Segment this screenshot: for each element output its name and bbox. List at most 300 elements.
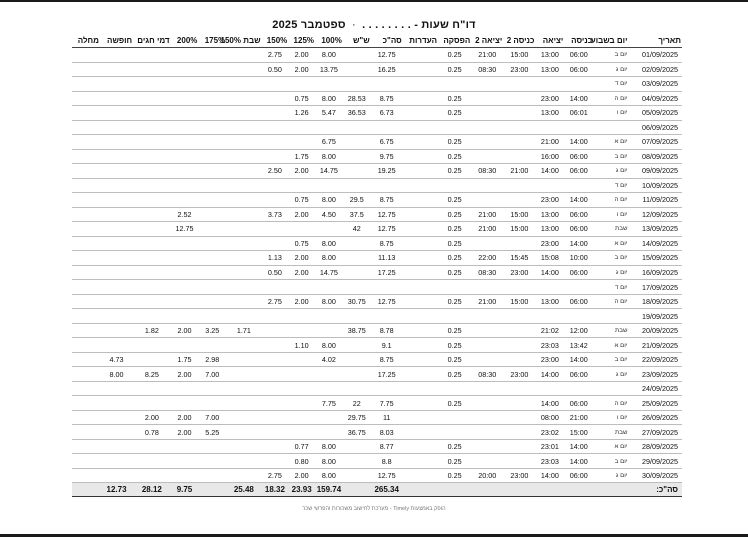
table-cell: 23:00 — [503, 265, 535, 280]
weekday-cell: יום ו — [593, 410, 628, 425]
date-cell: 04/09/2025 — [629, 91, 683, 106]
table-cell — [288, 396, 315, 411]
date-cell: 23/09/2025 — [629, 367, 683, 382]
table-cell: 0.75 — [288, 193, 315, 208]
table-row — [72, 309, 682, 324]
table-cell — [171, 178, 199, 193]
table-cell: 13:00 — [535, 106, 564, 121]
table-cell — [72, 236, 100, 251]
table-row — [72, 323, 682, 338]
table-cell — [343, 251, 371, 266]
table-cell: 12.75 — [371, 222, 403, 237]
table-cell — [72, 338, 100, 353]
table-cell — [198, 222, 226, 237]
table-cell: 2.75 — [262, 48, 289, 63]
table-cell: 14:00 — [535, 396, 564, 411]
table-cell: 21:00 — [471, 207, 503, 222]
table-cell: 13.75 — [315, 62, 343, 77]
table-cell — [403, 222, 438, 237]
table-cell: 1.75 — [288, 149, 315, 164]
table-cell — [535, 178, 564, 193]
table-cell: 13:00 — [535, 62, 564, 77]
weekday-cell: יום ב — [593, 352, 628, 367]
table-cell — [100, 164, 133, 179]
weekday-cell: יום א — [593, 439, 628, 454]
table-cell — [343, 164, 371, 179]
table-cell — [535, 280, 564, 295]
table-cell: 8.75 — [371, 193, 403, 208]
weekday-cell: יום ד — [593, 178, 628, 193]
table-cell: 13:00 — [535, 207, 564, 222]
table-cell — [72, 149, 100, 164]
table-cell — [133, 280, 170, 295]
table-cell: 4.50 — [315, 207, 343, 222]
table-cell — [100, 193, 133, 208]
table-cell — [171, 468, 199, 483]
table-cell: 12.75 — [371, 207, 403, 222]
table-cell — [100, 48, 133, 63]
table-cell — [100, 178, 133, 193]
table-cell: 1.10 — [288, 338, 315, 353]
table-cell — [403, 468, 438, 483]
table-cell — [403, 280, 438, 295]
table-cell — [226, 236, 261, 251]
table-cell — [171, 251, 199, 266]
table-cell — [100, 381, 133, 396]
table-cell: 8.75 — [371, 91, 403, 106]
date-cell: 03/09/2025 — [629, 77, 683, 92]
table-cell — [133, 178, 170, 193]
table-cell — [471, 77, 503, 92]
table-cell: 0.25 — [438, 468, 471, 483]
total-cell — [535, 483, 564, 497]
table-cell — [471, 178, 503, 193]
table-cell — [100, 425, 133, 440]
table-cell — [226, 425, 261, 440]
table-cell: 42 — [343, 222, 371, 237]
table-cell — [226, 381, 261, 396]
table-cell — [226, 193, 261, 208]
table-cell: 21:00 — [564, 410, 593, 425]
table-cell: 1.26 — [288, 106, 315, 121]
table-cell — [72, 178, 100, 193]
date-cell: 09/09/2025 — [629, 164, 683, 179]
table-cell — [315, 77, 343, 92]
table-cell — [100, 309, 133, 324]
table-cell — [315, 309, 343, 324]
table-cell — [133, 135, 170, 150]
table-cell — [226, 294, 261, 309]
table-cell — [403, 454, 438, 469]
table-cell — [72, 439, 100, 454]
date-cell: 29/09/2025 — [629, 454, 683, 469]
table-cell — [438, 410, 471, 425]
table-cell — [133, 251, 170, 266]
table-cell — [133, 309, 170, 324]
table-cell: 6.73 — [371, 106, 403, 121]
table-row — [72, 48, 682, 63]
table-cell: 0.25 — [438, 396, 471, 411]
table-cell: 28.53 — [343, 91, 371, 106]
table-cell — [72, 352, 100, 367]
table-cell: 0.75 — [288, 91, 315, 106]
weekday-cell: יום ה — [593, 91, 628, 106]
table-cell — [503, 149, 535, 164]
table-cell: 8.03 — [371, 425, 403, 440]
table-cell — [198, 164, 226, 179]
table-cell: 8.00 — [315, 193, 343, 208]
column-header: 200% — [171, 34, 199, 48]
date-cell: 01/09/2025 — [629, 48, 683, 63]
table-cell: 14:00 — [564, 91, 593, 106]
weekday-cell — [593, 120, 628, 135]
table-row — [72, 381, 682, 396]
table-cell — [564, 309, 593, 324]
table-cell — [198, 236, 226, 251]
table-cell: 8.00 — [315, 338, 343, 353]
table-cell — [343, 236, 371, 251]
weekday-cell: יום ד — [593, 77, 628, 92]
table-cell — [403, 77, 438, 92]
table-cell: 3.25 — [198, 323, 226, 338]
table-cell — [72, 251, 100, 266]
table-row — [72, 338, 682, 353]
total-cell — [593, 483, 628, 497]
table-cell: 0.25 — [438, 62, 471, 77]
table-cell — [226, 62, 261, 77]
weekday-cell: יום ב — [593, 48, 628, 63]
table-row — [72, 454, 682, 469]
total-cell — [403, 483, 438, 497]
table-cell: 0.25 — [438, 265, 471, 280]
table-cell: 9.75 — [371, 149, 403, 164]
table-cell: 1.75 — [171, 352, 199, 367]
date-cell: 07/09/2025 — [629, 135, 683, 150]
table-cell — [288, 309, 315, 324]
table-cell — [371, 120, 403, 135]
table-cell: 15:00 — [503, 222, 535, 237]
table-row — [72, 236, 682, 251]
table-cell — [226, 106, 261, 121]
table-cell — [403, 62, 438, 77]
table-cell: 14.75 — [315, 164, 343, 179]
column-header: ש"ש — [343, 34, 371, 48]
table-cell — [72, 396, 100, 411]
table-cell — [503, 106, 535, 121]
table-cell — [343, 454, 371, 469]
table-cell — [503, 309, 535, 324]
weekday-cell: יום ה — [593, 396, 628, 411]
table-cell — [288, 410, 315, 425]
table-cell: 2.75 — [262, 468, 289, 483]
weekday-cell: יום ה — [593, 294, 628, 309]
table-cell — [403, 106, 438, 121]
table-cell — [403, 309, 438, 324]
table-cell — [226, 309, 261, 324]
table-cell: 8.00 — [315, 149, 343, 164]
total-cell — [471, 483, 503, 497]
table-cell — [100, 207, 133, 222]
weekday-cell: יום ג — [593, 468, 628, 483]
table-cell — [262, 91, 289, 106]
table-cell — [72, 106, 100, 121]
table-header — [72, 34, 682, 48]
table-cell: 06:00 — [564, 222, 593, 237]
table-cell: 0.25 — [438, 323, 471, 338]
table-cell: 21:00 — [471, 48, 503, 63]
table-cell: 0.25 — [438, 236, 471, 251]
table-row — [72, 135, 682, 150]
table-cell — [100, 338, 133, 353]
table-cell — [133, 164, 170, 179]
total-cell — [198, 483, 226, 497]
weekday-cell: שבת — [593, 425, 628, 440]
table-cell: 23:00 — [503, 62, 535, 77]
table-cell: 2.00 — [171, 410, 199, 425]
table-cell — [133, 468, 170, 483]
table-cell — [288, 367, 315, 382]
table-cell — [564, 178, 593, 193]
table-cell — [503, 439, 535, 454]
table-cell — [171, 62, 199, 77]
table-cell: 7.75 — [371, 396, 403, 411]
table-cell — [471, 91, 503, 106]
table-cell — [315, 323, 343, 338]
table-cell: 8.00 — [315, 48, 343, 63]
table-cell — [133, 338, 170, 353]
table-cell: 0.25 — [438, 352, 471, 367]
table-cell: 0.78 — [133, 425, 170, 440]
date-cell: 27/09/2025 — [629, 425, 683, 440]
table-cell — [226, 222, 261, 237]
table-cell: 11.13 — [371, 251, 403, 266]
table-cell: 0.25 — [438, 193, 471, 208]
table-cell — [72, 135, 100, 150]
table-cell: 4.02 — [315, 352, 343, 367]
totals-row — [72, 483, 682, 497]
table-cell — [171, 48, 199, 63]
table-cell: 20:00 — [471, 468, 503, 483]
table-row — [72, 425, 682, 440]
table-cell: 15:00 — [503, 48, 535, 63]
table-cell — [503, 135, 535, 150]
table-cell — [262, 367, 289, 382]
table-cell: 23:01 — [535, 439, 564, 454]
total-cell — [438, 483, 471, 497]
weekday-cell: יום ג — [593, 265, 628, 280]
table-cell — [198, 120, 226, 135]
table-cell — [403, 236, 438, 251]
table-cell — [133, 62, 170, 77]
table-cell: 2.00 — [288, 207, 315, 222]
hours-table — [72, 34, 682, 497]
table-cell — [100, 294, 133, 309]
table-cell: 08:30 — [471, 265, 503, 280]
table-cell — [471, 193, 503, 208]
table-cell — [100, 120, 133, 135]
table-cell — [262, 439, 289, 454]
table-cell — [564, 381, 593, 396]
table-cell: 7.75 — [315, 396, 343, 411]
table-cell: 0.75 — [288, 236, 315, 251]
table-cell: 8.25 — [133, 367, 170, 382]
table-cell: 15:00 — [503, 294, 535, 309]
table-cell — [471, 135, 503, 150]
table-cell — [72, 468, 100, 483]
weekday-cell: יום ב — [593, 149, 628, 164]
date-cell: 16/09/2025 — [629, 265, 683, 280]
table-cell — [171, 135, 199, 150]
table-cell — [198, 91, 226, 106]
table-cell — [343, 309, 371, 324]
table-cell — [343, 48, 371, 63]
table-cell — [403, 367, 438, 382]
table-body — [72, 48, 682, 497]
table-cell: 08:30 — [471, 164, 503, 179]
table-cell — [226, 396, 261, 411]
table-cell: 4.73 — [100, 352, 133, 367]
table-row — [72, 410, 682, 425]
table-cell — [471, 425, 503, 440]
total-cell: 265.34 — [371, 483, 403, 497]
table-cell: 0.25 — [438, 439, 471, 454]
table-cell — [343, 77, 371, 92]
table-cell: 2.00 — [288, 294, 315, 309]
table-cell — [100, 251, 133, 266]
table-cell — [72, 120, 100, 135]
table-cell — [133, 207, 170, 222]
table-cell: 08:00 — [535, 410, 564, 425]
table-cell: 0.25 — [438, 48, 471, 63]
table-cell: 0.25 — [438, 164, 471, 179]
table-row — [72, 77, 682, 92]
weekday-cell: יום ד — [593, 280, 628, 295]
total-cell: 159.74 — [315, 483, 343, 497]
table-cell: 0.25 — [438, 367, 471, 382]
table-row — [72, 91, 682, 106]
table-cell: 0.25 — [438, 222, 471, 237]
table-cell — [471, 323, 503, 338]
table-cell: 6.75 — [371, 135, 403, 150]
weekday-cell: יום ו — [593, 106, 628, 121]
table-cell — [198, 265, 226, 280]
table-cell: 8.00 — [315, 454, 343, 469]
table-cell — [403, 120, 438, 135]
table-cell — [72, 410, 100, 425]
table-cell: 30.75 — [343, 294, 371, 309]
table-cell — [72, 265, 100, 280]
column-header: דמי חגים — [133, 34, 170, 48]
table-cell: 2.00 — [288, 265, 315, 280]
table-cell — [503, 178, 535, 193]
table-cell — [198, 439, 226, 454]
table-cell: 14:00 — [564, 352, 593, 367]
table-cell — [72, 77, 100, 92]
table-cell — [72, 91, 100, 106]
table-cell — [226, 352, 261, 367]
table-cell — [262, 178, 289, 193]
table-cell — [288, 352, 315, 367]
table-cell — [226, 454, 261, 469]
table-cell — [100, 396, 133, 411]
table-cell: 2.00 — [171, 425, 199, 440]
table-cell — [226, 77, 261, 92]
table-cell: 06:00 — [564, 396, 593, 411]
table-cell — [171, 91, 199, 106]
total-cell — [343, 483, 371, 497]
table-cell: 23:00 — [535, 193, 564, 208]
column-header: מחלה — [72, 34, 100, 48]
table-cell — [315, 367, 343, 382]
table-cell — [438, 77, 471, 92]
table-cell — [72, 425, 100, 440]
table-cell — [262, 410, 289, 425]
table-row — [72, 178, 682, 193]
date-cell: 18/09/2025 — [629, 294, 683, 309]
table-cell — [315, 222, 343, 237]
table-cell — [288, 77, 315, 92]
table-cell: 2.75 — [262, 294, 289, 309]
column-header: יום בשבוע — [593, 34, 628, 48]
table-row — [72, 439, 682, 454]
table-cell — [72, 367, 100, 382]
date-cell: 08/09/2025 — [629, 149, 683, 164]
table-cell — [503, 352, 535, 367]
table-cell — [72, 294, 100, 309]
table-cell — [171, 381, 199, 396]
table-cell — [371, 280, 403, 295]
table-cell: 21:00 — [535, 135, 564, 150]
table-cell — [171, 193, 199, 208]
table-cell — [133, 149, 170, 164]
table-cell: 13:00 — [535, 294, 564, 309]
table-cell — [133, 91, 170, 106]
date-cell: 14/09/2025 — [629, 236, 683, 251]
table-cell — [171, 77, 199, 92]
table-cell — [471, 309, 503, 324]
table-cell: 36.53 — [343, 106, 371, 121]
table-cell — [100, 454, 133, 469]
table-cell — [343, 62, 371, 77]
table-cell — [262, 106, 289, 121]
date-cell: 13/09/2025 — [629, 222, 683, 237]
table-cell: 5.25 — [198, 425, 226, 440]
table-cell: 06:00 — [564, 164, 593, 179]
table-cell — [100, 439, 133, 454]
table-cell — [343, 135, 371, 150]
table-cell: 8.00 — [315, 236, 343, 251]
table-cell — [471, 439, 503, 454]
table-cell — [133, 193, 170, 208]
table-cell: 0.25 — [438, 454, 471, 469]
table-cell — [226, 91, 261, 106]
table-cell — [262, 352, 289, 367]
table-cell — [198, 149, 226, 164]
table-cell — [226, 251, 261, 266]
total-cell — [564, 483, 593, 497]
table-cell — [471, 410, 503, 425]
column-header: חופשה — [100, 34, 133, 48]
table-cell — [343, 120, 371, 135]
date-cell: 26/09/2025 — [629, 410, 683, 425]
table-cell — [315, 425, 343, 440]
table-cell: 22 — [343, 396, 371, 411]
table-cell — [535, 77, 564, 92]
table-cell: 08:30 — [471, 62, 503, 77]
table-cell — [471, 381, 503, 396]
table-cell — [226, 468, 261, 483]
table-cell — [72, 207, 100, 222]
